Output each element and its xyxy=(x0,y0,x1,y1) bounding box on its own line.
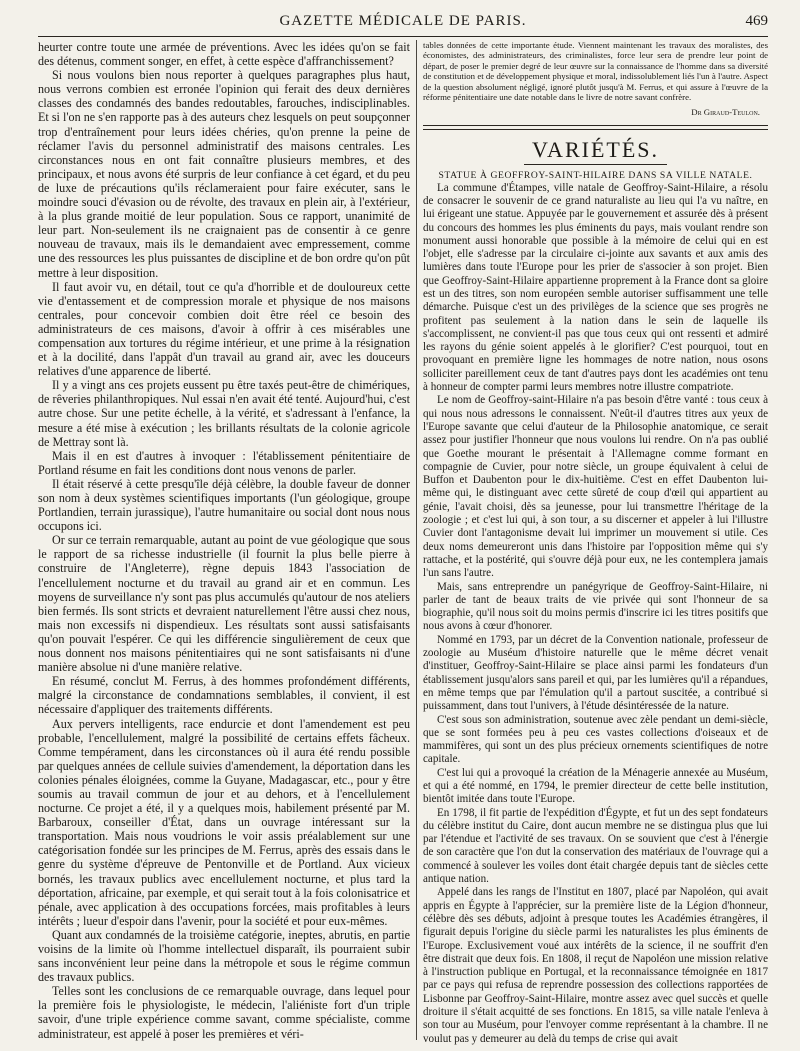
paragraph: La commune d'Étampes, ville natale de Geoffroy-Saint-Hilaire, a résolu de consacrer le souvenir de ce grand naturaliste au lieu qui l'a vu naître, en lui érigeant une statue. Appuyée par le gouvernement et assurée dès à présent du concours des hommes les plus éminents du pays, mais voulant rendre son monument aussi honorable que possible à la mémoire de celui qui en est l'objet, elle s'adresse par la circulaire ci-jointe aux savants et aux amis des lumières dans toute l'Europe pour les prier de s'associer à son projet. Bien que Geoffroy-Saint-Hilaire appartienne proprement à la France dont sa gloire est un des titres, son nom européen semble autoriser suffisamment une telle démarche. Puisque c'est un des privilèges de la science que ses progrès ne profitent pas seulement à la nation dans le sein de laquelle ils s'accomplissent, ne convient-il pas que tous ceux qui ont ressenti et admiré les rayons du génie soient appelés à le glorifier? C'est pourquoi, tout en provoquant en première ligne les hommages de notre nation, nous osons solliciter pareillement ceux de tant d'autres pays dont les académies ont tenu à honneur de compter parmi leurs membres notre illustre compatriote. xyxy=(423,181,768,394)
paragraph: Or sur ce terrain remarquable, autant au point de vue géologique que sous le rapport de sa richesse industrielle (il fournit la plus belle pierre à construire de l'Angleterre), règne depuis 1843 l'association de l'encellulement nocturne et du travail au grand air et en commun. Les moyens de surveillance n'y sont pas plus accumulés qu'autour de nos ateliers bien fermés. Ils sont stricts et devraient naturellement l'être aussi chez nous, mais non excessifs ni dispendieux. Les résultats sont aussi satisfaisants qu'on pouvait l'espérer. Ce qui les différencie singulièrement de ceux que nous donnent nos maisons pénitentiaires qui ne sont satisfaisants ni d'une manière absolue ni d'une manière relative. xyxy=(38,533,410,675)
paragraph: Mais, sans entreprendre un panégyrique de Geoffroy-Saint-Hilaire, ni parler de tant de beaux traits de vie privée qui sont l'honneur de sa biographie, qu'il nous soit du moins permis d'inscrire ici les titres positifs que nous avons à cœur d'honorer. xyxy=(423,580,768,633)
paragraph: C'est sous son administration, soutenue avec zèle pendant un demi-siècle, que se sont formées peu à peu ces vastes collections d'oiseaux et de mammifères, qui sont un des plus précieux ornements scientifiques de notre capitale. xyxy=(423,713,768,766)
journal-title: GAZETTE MÉDICALE DE PARIS. xyxy=(279,13,527,29)
paragraph: Mais il en est d'autres à invoquer : l'établissement pénitentiaire de Portland résume en fait les conditions dont nous venons de parler. xyxy=(38,448,410,477)
column-divider xyxy=(416,40,417,1040)
paragraph: Aux pervers intelligents, race endurcie et dont l'amendement est peu probable, l'encellulement, malgré la possibilité de certains effets fâcheux. Comme tempérament, dans les circonstances où il aura été rendu possible par quelques années de cellule suivies d'amendement, la déportation dans les colonies pénales éloignées, comme la Guyane, Madagascar, etc., pour y être soumis au travail commun de jour et au dehors, et à l'encellulement nocturne. Ce projet a été, il y a quelques mois, habilement présenté par M. Barbaroux, conseiller d'État, dans un ouvrage intéressant sur la transportation. Mais nous voudrions le voir assis préalablement sur une catégorisation fondée sur les principes de M. Ferrus, après des essais dans le genre du système d'épreuve de Pentonville et de Portland. Aux vicieux bornés, les travaux publics avec encellulement nocturne, et plus tard la déportation, africaine, par exemple, et qui serait tout à la fois colonisatrice et pénale, avec application à des occupations forcées, mais profitables à leurs intérêts ; lueur d'espoir dans l'avenir, pour la société et pour eux-mêmes. xyxy=(38,716,410,928)
author-signature: Dr Giraud-Teulon. xyxy=(691,106,760,117)
paragraph: En résumé, conclut M. Ferrus, à des hommes profondément différents, malgré la circonstance de condamnations semblables, il convient, il est nécessaire d'appliquer des traitements différents. xyxy=(38,674,410,717)
paragraph: Il faut avoir vu, en détail, tout ce qu'a d'horrible et de douloureux cette vie d'entassement et de compression morale et physique de nos maisons centrales, pour concevoir combien doit être réel ce besoin des administrateurs de ces maisons, d'avoir à offrir à ces misérables une compensation aux tortures du régime intérieur, et une prime à la résignation et à la docilité, dans l'appât d'un travail au grand air, avec les douceurs relatives d'une apparence de liberté. xyxy=(38,279,410,379)
paragraph: Il était réservé à cette presqu'île déjà célèbre, la double faveur de donner son nom à deux systèmes scientifiques importants (l'un géologique, groupe Portlandien, terrain jurassique), l'autre humanitaire ou social dont nous nous occupons ici. xyxy=(38,476,410,534)
article-subtitle: STATUE À GEOFFROY-SAINT-HILAIRE DANS SA VILLE NATALE. xyxy=(438,170,753,182)
paragraph: Nommé en 1793, par un décret de la Convention nationale, professeur de zoologie au Muséum d'histoire naturelle que le même décret venait d'instituer, Geoffroy-Saint-Hilaire se place ainsi parmi les fondateurs d'un établissement jusqu'alors sans pareil et qui, par les lumières qu'il a répandues, en même temps que par l'émulation qu'il a partout suscitée, a contribué si puissamment, dans tout l'univers, à l'étude désintéressée de la nature. xyxy=(423,633,768,713)
article-body xyxy=(423,182,768,1046)
paragraph: Telles sont les conclusions de ce remarquable ouvrage, dans lequel pour la première fois le physiologiste, le médecin, l'aliéniste fort d'un triple savoir, d'une triple expérience comme savant, comme spécialiste, comme administrateur, est appelé à poser les premières et véri- xyxy=(38,984,410,1041)
paragraph: En 1798, il fit partie de l'expédition d'Égypte, et fut un des sept fondateurs du célèbre institut du Caire, dont aucun membre ne se distingua plus que lui par l'étendue et l'activité de ses travaux. On se souvient que c'est à l'énergie de son caractère que l'on dut la conservation des matériaux de l'ouvrage qui a commencé à soulever les voiles dont était chargée depuis tant de siècles cette antique nation. xyxy=(423,806,768,886)
paragraph: Il y a vingt ans ces projets eussent pu être taxés peut-être de chimériques, de rêveries philanthropiques. Nul essai n'en avait été tenté. Aujourd'hui, c'est autre chose. Sur une petite échelle, à la vérité, et s'adressant à l'enfance, la mesure a été mise à exécution ; les brillants résultats de la colonie agricole de Mettray sont là. xyxy=(38,378,410,449)
page-number: 469 xyxy=(745,13,768,29)
right-column xyxy=(423,40,768,1046)
paragraph: Quant aux condamnés de la troisième catégorie, ineptes, abrutis, en partie voisins de la limite où l'homme intellectuel disparaît, ils pourraient subir sans inconvénient leur peine dans la métropole et sous le régime commun des travaux publics. xyxy=(38,927,410,985)
paragraph: Si nous voulons bien nous reporter à quelques paragraphes plus haut, nous verrons combien est erronée l'opinion qui ferait des deux dernières classes des condamnés des bandes redoutables, farouches, indisciplinables. Et si l'on ne s'en rapporte pas à des auteurs chez lesquels on peut soupçonner trop d'entraînement pour leurs idées chéries, qu'on prenne la peine de réclamer l'avis du personnel administratif des maisons centrales. Les circonstances nous en ont fait connaître plusieurs membres, et des principaux, et nous avons été surpris de leur confiance à cet égard, et du peu de luxe de précautions qu'ils réclameraient pour faire exécuter, sans le moindre souci d'évasion ou de révolte, des travaux en plein air, à l'extérieur, à la plus grande moitié de leur population. Sous ce rapport, unanimité de leur part. Non-seulement ils ne craignaient pas de consentir à ce genre nouveau de travaux, mais ils le demandaient avec empressement, comme une des ressources les plus puissantes de discipline et de bon ordre qu'on pût mettre à leur disposition. xyxy=(38,68,410,280)
page-header xyxy=(38,10,768,37)
paragraph: C'est lui qui a provoqué la création de la Ménagerie annexée au Muséum, et qui a été nommé, en 1794, le premier directeur de cette belle institution, bientôt imitée dans toute l'Europe. xyxy=(423,766,768,806)
paragraph: heurter contre toute une armée de préventions. Avec les idées qu'on se fait des détenus, comment songer, en effet, à cette espèce d'affranchissement? xyxy=(38,40,410,69)
paragraph: tables données de cette importante étude. Viennent maintenant les travaux des moralistes, des économistes, des administrateurs, des criminalistes, force leur sera de prendre leur point de départ, de poser le premier degré de leur œuvre sur la connaissance de l'homme dans sa diversité de constitution et de développement physique et moral, indissolublement liés l'un à l'autre. Aspect de la question absolument négligé, ignoré plutôt jusqu'à M. Ferrus, et qui assure à l'œuvre de la réforme pénitentiaire une date notable dans le livre de notre savant confrère. xyxy=(423,40,768,103)
section-rule xyxy=(423,125,768,130)
section-title xyxy=(423,138,768,165)
paragraph: Appelé dans les rangs de l'Institut en 1807, placé par Napoléon, qui avait appris en Égypte à l'apprécier, sur la première liste de la Légion d'honneur, célèbre dès ses débuts, adjoint à presque toutes les Académies étrangères, il figurait depuis l'origine du siècle parmi les naturalistes les plus éminents de l'Europe. Exclusivement voué aux intérêts de la science, il ne souffrit d'en être distrait que deux fois. En 1808, il reçut de Napoléon une mission relative à l'instruction publique en Portugal, et la reconnaissance témoignée en 1817 par ce pays qui refusa de reprendre possession des collections rapportées de Lisbonne par Geoffroy-Saint-Hilaire, montre assez avec quel succès et quelle droiture il s'était acquitté de ses fonctions. En 1815, sa ville natale l'enleva à son tour au Muséum, pour l'envoyer comme représentant à la chambre. Il ne voulut pas y demeurer au delà du temps de crise qui avait xyxy=(423,886,768,1045)
section-title-text: VARIÉTÉS. xyxy=(524,138,667,165)
left-column xyxy=(38,40,410,1041)
paragraph: Le nom de Geoffroy-saint-Hilaire n'a pas besoin d'être vanté : tous ceux à qui nous nous adressons le connaissent. N'eût-il d'autres titres aux yeux de l'Europe savante que celui d'auteur de la Philosophie anatomique, ce serait assez pour justifier l'honneur que nous voulons lui rendre. On n'a pas oublié que Goethe mourant le présentait à l'Allemagne comme formant en compagnie de Cuvier, pour notre siècle, un groupe équivalent à celui de Buffon et Daubenton pour le dix-huitième. C'est en effet Daubenton lui-même qui, le distinguant avec cette sûreté de coup d'œil qui appartient au génie, l'avait choisi, dès sa jeunesse, pour lui transmettre l'héritage de la zoologie ; et c'est lui qui, à son tour, a su discerner et appeler à lui l'illustre Cuvier dont l'antagonisme devait lui imprimer un mouvement si utile. Ces deux noms demeureront unis dans l'histoire par l'opposition même qui s'y rattache, et la postérité, qui s'ouvre déjà pour eux, ne les contemplera jamais l'un sans l'autre. xyxy=(423,394,768,580)
